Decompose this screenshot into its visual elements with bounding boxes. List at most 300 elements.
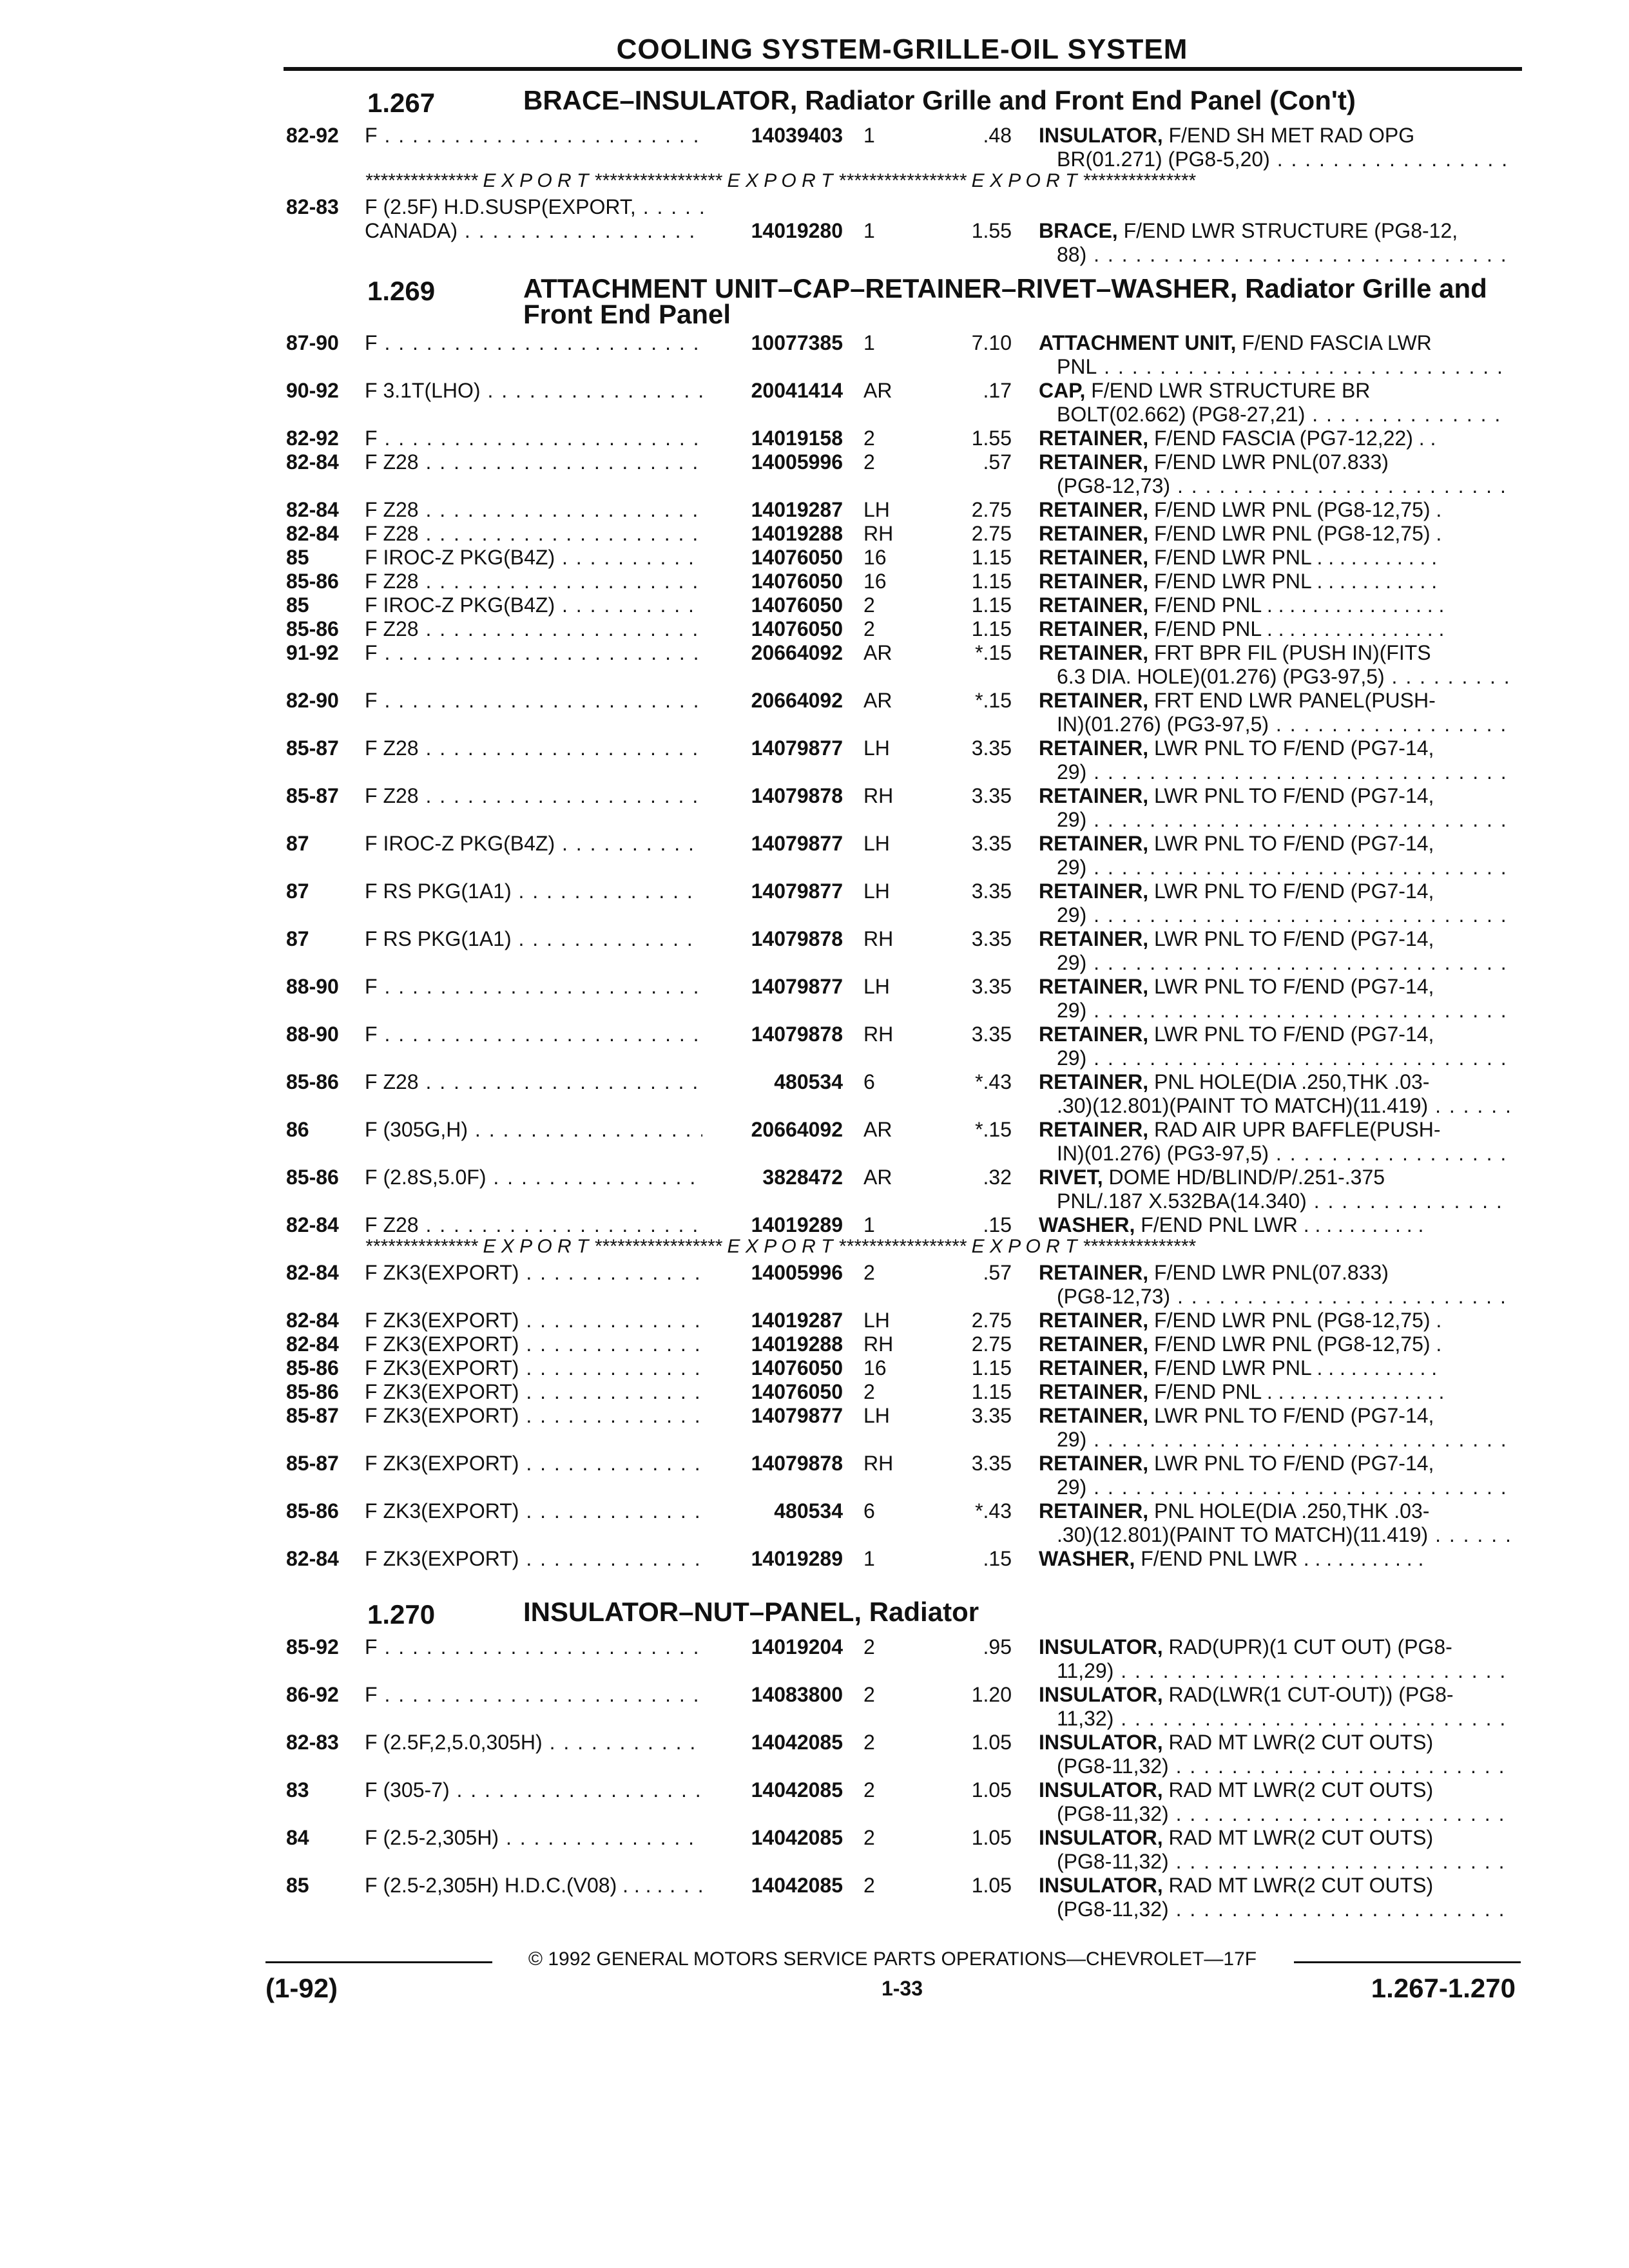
part-detail: F/END LWR PNL(07.833) [1153, 450, 1389, 474]
part-number: 14076050 [702, 617, 843, 641]
model-years: 85 [286, 1874, 309, 1897]
part-detail: F/END FASCIA (PG7-12,22) . . [1153, 427, 1436, 450]
model-years: 82-92 [286, 427, 339, 450]
part-number: 14042085 [702, 1874, 843, 1898]
part-number: 14019289 [702, 1547, 843, 1571]
part-name: RETAINER, [1039, 689, 1149, 712]
part-description-line-2: 29) . . . [1039, 903, 1509, 927]
quantity: LH [863, 736, 890, 760]
application-description [365, 1547, 713, 1571]
part-name: CAP, [1039, 379, 1086, 402]
part-description-line-1 [1039, 522, 1509, 546]
part-description-line-1 [1039, 736, 1509, 760]
part-description-line-1 [1039, 1213, 1509, 1237]
part-description [1039, 1332, 1509, 1356]
part-detail: RAD MT LWR(2 CUT OUTS) [1168, 1731, 1434, 1754]
part-number: 20041414 [702, 379, 843, 403]
application-line-1: F ZK3(EXPORT) . . . [365, 1452, 713, 1475]
model-years: 85-86 [286, 1166, 339, 1189]
section-number: 1.270 [367, 1599, 436, 1629]
application-description [365, 689, 713, 713]
part-description-line-2: 29) . . . [1039, 1428, 1509, 1452]
application-line-1: F Z28 . . . [365, 1070, 713, 1094]
application-line-1: F 3.1T(LHO) . . . [365, 379, 713, 403]
part-description-line-2: IN)(01.276) (PG3-97,5) . . . [1039, 713, 1509, 736]
part-description [1039, 1731, 1509, 1778]
section-title: INSULATOR–NUT–PANEL, Radiator [523, 1597, 979, 1627]
part-description [1039, 1213, 1509, 1237]
part-name: RIVET, [1039, 1166, 1103, 1189]
price: 3.35 [971, 832, 1012, 855]
part-detail: PNL HOLE(DIA .250,THK .03- [1153, 1070, 1430, 1093]
part-detail: FRT END LWR PANEL(PUSH- [1153, 689, 1436, 712]
part-description-line-1 [1039, 1332, 1509, 1356]
model-years: 90-92 [286, 379, 339, 402]
part-detail: F/END PNL . . . . . . . . . . . . . . . . [1153, 593, 1445, 617]
part-number: 14019204 [702, 1635, 843, 1659]
part-description [1039, 546, 1509, 570]
application-description [365, 546, 713, 570]
quantity: AR [863, 379, 892, 402]
quantity: 16 [863, 546, 887, 569]
part-number: 14019287 [702, 498, 843, 522]
part-name: RETAINER, [1039, 617, 1149, 640]
part-description-line-1 [1039, 689, 1509, 713]
part-name: INSULATOR, [1039, 1826, 1163, 1849]
part-description-line-2: (PG8-11,32) . . . [1039, 1754, 1509, 1778]
application-line-1: F . . . [365, 427, 713, 450]
application-description [365, 1356, 713, 1380]
price: 3.35 [971, 1404, 1012, 1427]
application-description [365, 784, 713, 808]
price: .15 [983, 1547, 1012, 1570]
application-line-1: F (2.5-2,305H) . . . [365, 1826, 713, 1850]
model-years: 82-84 [286, 1332, 339, 1356]
part-description-line-1 [1039, 219, 1509, 243]
price: *.15 [975, 641, 1012, 664]
part-description-line-2: 29) . . . [1039, 760, 1509, 784]
model-years: 86 [286, 1118, 309, 1141]
part-description [1039, 617, 1509, 641]
application-line-1: F . . . [365, 641, 713, 665]
quantity: LH [863, 832, 890, 855]
part-description-line-2: 88) . . . [1039, 243, 1509, 267]
application-description [365, 617, 713, 641]
application-line-1: F IROC-Z PKG(B4Z) . . . [365, 832, 713, 856]
quantity: 2 [863, 1683, 875, 1706]
part-description-line-2: BR(01.271) (PG8-5,20) . . . [1039, 148, 1509, 171]
application-line-1: F . . . [365, 1023, 713, 1046]
price: 3.35 [971, 879, 1012, 903]
application-description [365, 641, 713, 665]
part-description [1039, 450, 1509, 498]
part-description-line-1 [1039, 1452, 1509, 1475]
part-name: INSULATOR, [1039, 1635, 1163, 1658]
application-description [365, 379, 713, 403]
part-description-line-1 [1039, 570, 1509, 593]
application-line-1: F Z28 . . . [365, 450, 713, 474]
application-line-1: F . . . [365, 1683, 713, 1707]
part-description [1039, 1778, 1509, 1826]
part-description [1039, 1309, 1509, 1332]
quantity: RH [863, 1452, 894, 1475]
part-number: 20664092 [702, 1118, 843, 1142]
model-years: 82-92 [286, 124, 339, 147]
part-detail: RAD(UPR)(1 CUT OUT) (PG8- [1168, 1635, 1452, 1658]
part-description [1039, 1166, 1509, 1213]
part-detail: LWR PNL TO F/END (PG7-14, [1153, 927, 1434, 950]
application-line-1: F ZK3(EXPORT) . . . [365, 1356, 713, 1380]
application-line-1: F (2.5F) H.D.SUSP(EXPORT, . . . [365, 195, 713, 219]
part-description-line-1 [1039, 498, 1509, 522]
quantity: 2 [863, 450, 875, 474]
model-years: 84 [286, 1826, 309, 1849]
application-description [365, 1332, 713, 1356]
part-name: RETAINER, [1039, 427, 1149, 450]
quantity: 1 [863, 1213, 875, 1236]
part-description [1039, 379, 1509, 427]
model-years: 85-87 [286, 736, 339, 760]
model-years: 88-90 [286, 975, 339, 998]
part-description-line-1 [1039, 1826, 1509, 1850]
price: *.15 [975, 1118, 1012, 1141]
part-description-line-1 [1039, 1778, 1509, 1802]
application-description [365, 498, 713, 522]
part-description-line-1 [1039, 450, 1509, 474]
model-years: 85-87 [286, 784, 339, 807]
application-line-1: F Z28 . . . [365, 1213, 713, 1237]
application-line-1: F Z28 . . . [365, 617, 713, 641]
part-description [1039, 593, 1509, 617]
part-description-line-1 [1039, 975, 1509, 999]
application-description [365, 1261, 713, 1285]
part-name: RETAINER, [1039, 498, 1149, 521]
model-years: 85-86 [286, 1356, 339, 1379]
model-years: 85-86 [286, 617, 339, 640]
application-description [365, 195, 713, 243]
part-description-line-1 [1039, 832, 1509, 856]
part-name: RETAINER, [1039, 1404, 1149, 1427]
page-title: COOLING SYSTEM-GRILLE-OIL SYSTEM [616, 34, 1188, 65]
quantity: 2 [863, 1731, 875, 1754]
application-description [365, 832, 713, 856]
application-description [365, 1380, 713, 1404]
part-description-line-2: 29) . . . [1039, 808, 1509, 832]
quantity: 2 [863, 1380, 875, 1403]
application-line-1: F (305-7) . . . [365, 1778, 713, 1802]
part-detail: F/END LWR PNL . . . . . . . . . . . [1153, 570, 1438, 593]
part-description-line-2: (PG8-11,32) . . . [1039, 1802, 1509, 1826]
part-description-line-1 [1039, 1261, 1509, 1285]
part-description-line-1 [1039, 546, 1509, 570]
model-years: 82-84 [286, 1213, 339, 1236]
price: .57 [983, 1261, 1012, 1284]
price: 1.15 [971, 617, 1012, 640]
part-name: INSULATOR, [1039, 1683, 1163, 1706]
application-description [365, 975, 713, 999]
part-description-line-1 [1039, 1023, 1509, 1046]
part-name: RETAINER, [1039, 1261, 1149, 1284]
part-number: 14019289 [702, 1213, 843, 1237]
part-description-line-1 [1039, 1874, 1509, 1898]
part-description-line-1 [1039, 927, 1509, 951]
part-detail: PNL HOLE(DIA .250,THK .03- [1153, 1499, 1430, 1523]
model-years: 87 [286, 832, 309, 855]
price: *.43 [975, 1070, 1012, 1093]
footer-section-range: 1.267-1.270 [1371, 1973, 1516, 2003]
part-number: 14076050 [702, 1380, 843, 1404]
part-detail: LWR PNL TO F/END (PG7-14, [1153, 736, 1434, 760]
part-detail: F/END LWR PNL (PG8-12,75) . [1153, 1332, 1442, 1356]
part-name: RETAINER, [1039, 1309, 1149, 1332]
price: 1.05 [971, 1826, 1012, 1849]
part-description-line-2: PNL/.187 X.532BA(14.340) . . . [1039, 1189, 1509, 1213]
application-description [365, 1404, 713, 1428]
application-line-1: F Z28 . . . [365, 784, 713, 808]
quantity: 2 [863, 617, 875, 640]
application-line-1: F ZK3(EXPORT) . . . [365, 1309, 713, 1332]
part-description-line-1 [1039, 1731, 1509, 1754]
part-name: INSULATOR, [1039, 1778, 1163, 1802]
application-description [365, 1499, 713, 1523]
model-years: 87 [286, 879, 309, 903]
price: .15 [983, 1213, 1012, 1236]
application-line-1: F ZK3(EXPORT) . . . [365, 1499, 713, 1523]
price: 1.15 [971, 1356, 1012, 1379]
model-years: 82-84 [286, 1261, 339, 1284]
quantity: 2 [863, 593, 875, 617]
price: 3.35 [971, 975, 1012, 998]
price: 1.05 [971, 1731, 1012, 1754]
price: 2.75 [971, 522, 1012, 545]
price: .17 [983, 379, 1012, 402]
part-description-line-2: 29) . . . [1039, 999, 1509, 1023]
part-detail: F/END FASCIA LWR [1242, 331, 1432, 354]
model-years: 85 [286, 593, 309, 617]
part-name: INSULATOR, [1039, 124, 1163, 147]
application-line-1: F ZK3(EXPORT) . . . [365, 1547, 713, 1571]
model-years: 87-90 [286, 331, 339, 354]
model-years: 87 [286, 927, 309, 950]
model-years: 85 [286, 546, 309, 569]
quantity: 1 [863, 331, 875, 354]
price: 7.10 [971, 331, 1012, 354]
part-detail: F/END LWR STRUCTURE (PG8-12, [1123, 219, 1458, 242]
application-description [365, 1023, 713, 1046]
quantity: 1 [863, 124, 875, 147]
part-number: 14019287 [702, 1309, 843, 1332]
application-description [365, 522, 713, 546]
model-years: 82-84 [286, 1309, 339, 1332]
application-description [365, 124, 713, 148]
quantity: 1 [863, 219, 875, 242]
application-line-1: F Z28 . . . [365, 736, 713, 760]
model-years: 85-86 [286, 570, 339, 593]
quantity: 2 [863, 1261, 875, 1284]
part-name: RETAINER, [1039, 593, 1149, 617]
part-description-line-1 [1039, 1166, 1509, 1189]
part-description-line-1 [1039, 1683, 1509, 1707]
part-name: INSULATOR, [1039, 1731, 1163, 1754]
part-detail: RAD(LWR(1 CUT-OUT)) (PG8- [1168, 1683, 1454, 1706]
part-detail: RAD MT LWR(2 CUT OUTS) [1168, 1874, 1434, 1897]
part-description [1039, 1499, 1509, 1547]
application-description [365, 1683, 713, 1707]
part-name: INSULATOR, [1039, 1874, 1163, 1897]
part-description [1039, 427, 1509, 450]
part-description-line-1 [1039, 124, 1509, 148]
part-description-line-2: BOLT(02.662) (PG8-27,21) . . . [1039, 403, 1509, 427]
quantity: 16 [863, 570, 887, 593]
price: 3.35 [971, 736, 1012, 760]
quantity: LH [863, 879, 890, 903]
model-years: 83 [286, 1778, 309, 1802]
part-detail: LWR PNL TO F/END (PG7-14, [1153, 832, 1434, 855]
part-number: 14019288 [702, 1332, 843, 1356]
part-description-line-2: (PG8-11,32) . . . [1039, 1850, 1509, 1874]
part-detail: LWR PNL TO F/END (PG7-14, [1153, 1452, 1434, 1475]
quantity: RH [863, 1023, 894, 1046]
part-detail: LWR PNL TO F/END (PG7-14, [1153, 879, 1434, 903]
price: 1.15 [971, 593, 1012, 617]
model-years: 82-83 [286, 1731, 339, 1754]
application-line-1: F ZK3(EXPORT) . . . [365, 1404, 713, 1428]
footer-rule-left [265, 1961, 492, 1963]
quantity: AR [863, 641, 892, 664]
part-description-line-2: .30)(12.801)(PAINT TO MATCH)(11.419) . . . [1039, 1523, 1509, 1547]
part-detail: F/END LWR PNL (PG8-12,75) . [1153, 498, 1442, 521]
application-description [365, 1309, 713, 1332]
application-description [365, 1166, 713, 1189]
model-years: 85-87 [286, 1452, 339, 1475]
application-line-1: F IROC-Z PKG(B4Z) . . . [365, 593, 713, 617]
part-number: 14019288 [702, 522, 843, 546]
part-description-line-2: .30)(12.801)(PAINT TO MATCH)(11.419) . . . [1039, 1094, 1509, 1118]
part-description [1039, 1404, 1509, 1452]
price: 1.55 [971, 427, 1012, 450]
application-line-1: F (305G,H) . . . [365, 1118, 713, 1142]
part-description-line-1 [1039, 1118, 1509, 1142]
application-description [365, 1452, 713, 1475]
part-description-line-2: IN)(01.276) (PG3-97,5) . . . [1039, 1142, 1509, 1166]
part-description-line-2: 11,32) . . . [1039, 1707, 1509, 1731]
application-description [365, 331, 713, 355]
part-description [1039, 1635, 1509, 1683]
price: 1.55 [971, 219, 1012, 242]
part-description [1039, 1452, 1509, 1499]
part-detail: F/END LWR PNL (PG8-12,75) . [1153, 522, 1442, 545]
quantity: LH [863, 498, 890, 521]
application-line-1: F ZK3(EXPORT) . . . [365, 1380, 713, 1404]
quantity: 2 [863, 1874, 875, 1897]
part-description [1039, 1356, 1509, 1380]
part-description [1039, 736, 1509, 784]
part-detail: LWR PNL TO F/END (PG7-14, [1153, 784, 1434, 807]
application-line-1: F RS PKG(1A1) . . . [365, 927, 713, 951]
application-description [365, 1731, 713, 1754]
application-line-1: F . . . [365, 1635, 713, 1659]
model-years: 91-92 [286, 641, 339, 664]
model-years: 82-83 [286, 195, 339, 218]
model-years: 85-86 [286, 1380, 339, 1403]
application-description [365, 570, 713, 593]
quantity: 1 [863, 1547, 875, 1570]
part-detail: RAD AIR UPR BAFFLE(PUSH- [1153, 1118, 1441, 1141]
application-line-1: F (2.8S,5.0F) . . . [365, 1166, 713, 1189]
application-description [365, 450, 713, 474]
part-name: RETAINER, [1039, 1070, 1149, 1093]
part-detail: RAD MT LWR(2 CUT OUTS) [1168, 1826, 1434, 1849]
price: 1.05 [971, 1778, 1012, 1802]
part-description [1039, 1070, 1509, 1118]
part-description-line-2: (PG8-12,73) . . . [1039, 474, 1509, 498]
part-description [1039, 832, 1509, 879]
section-title: BRACE–INSULATOR, Radiator Grille and Front End Panel (Con't) [523, 85, 1356, 115]
part-description [1039, 219, 1509, 267]
model-years: 82-84 [286, 450, 339, 474]
part-name: RETAINER, [1039, 1356, 1149, 1379]
price: 1.20 [971, 1683, 1012, 1706]
part-name: RETAINER, [1039, 1332, 1149, 1356]
part-detail: F/END LWR PNL . . . . . . . . . . . [1153, 1356, 1438, 1379]
model-years: 85-86 [286, 1070, 339, 1093]
part-number: 20664092 [702, 689, 843, 713]
part-number: 14079878 [702, 927, 843, 951]
part-name: RETAINER, [1039, 522, 1149, 545]
quantity: AR [863, 1166, 892, 1189]
part-name: RETAINER, [1039, 641, 1149, 664]
part-detail: DOME HD/BLIND/P/.251-.375 [1108, 1166, 1385, 1189]
part-description [1039, 1380, 1509, 1404]
part-detail: F/END LWR STRUCTURE BR [1091, 379, 1371, 402]
part-description [1039, 1874, 1509, 1921]
part-number: 14042085 [702, 1778, 843, 1802]
part-description-line-2: 29) . . . [1039, 856, 1509, 879]
part-number: 14083800 [702, 1683, 843, 1707]
quantity: LH [863, 1404, 890, 1427]
part-description-line-2: 29) . . . [1039, 1475, 1509, 1499]
part-name: BRACE, [1039, 219, 1118, 242]
application-line-1: F (2.5-2,305H) H.D.C.(V08) . . . . . . . [365, 1874, 713, 1898]
part-description [1039, 689, 1509, 736]
application-line-1: F ZK3(EXPORT) . . . [365, 1261, 713, 1285]
quantity: 2 [863, 1826, 875, 1849]
part-description-line-1 [1039, 1070, 1509, 1094]
part-number: 14042085 [702, 1731, 843, 1754]
application-description [365, 593, 713, 617]
application-line-1: F (2.5F,2,5.0,305H) . . . [365, 1731, 713, 1754]
part-number: 14042085 [702, 1826, 843, 1850]
part-description [1039, 1547, 1509, 1571]
part-name: RETAINER, [1039, 1118, 1149, 1141]
quantity: 2 [863, 427, 875, 450]
application-line-1: F RS PKG(1A1) . . . [365, 879, 713, 903]
part-description [1039, 784, 1509, 832]
part-number: 14079877 [702, 879, 843, 903]
part-number: 14079877 [702, 975, 843, 999]
part-description-line-1 [1039, 1356, 1509, 1380]
quantity: LH [863, 1309, 890, 1332]
application-description [365, 1826, 713, 1850]
part-description-line-1 [1039, 879, 1509, 903]
part-number: 14079878 [702, 1023, 843, 1046]
quantity: LH [863, 975, 890, 998]
part-number: 14076050 [702, 593, 843, 617]
quantity: 16 [863, 1356, 887, 1379]
part-name: ATTACHMENT UNIT, [1039, 331, 1237, 354]
quantity: AR [863, 1118, 892, 1141]
price: .95 [983, 1635, 1012, 1658]
